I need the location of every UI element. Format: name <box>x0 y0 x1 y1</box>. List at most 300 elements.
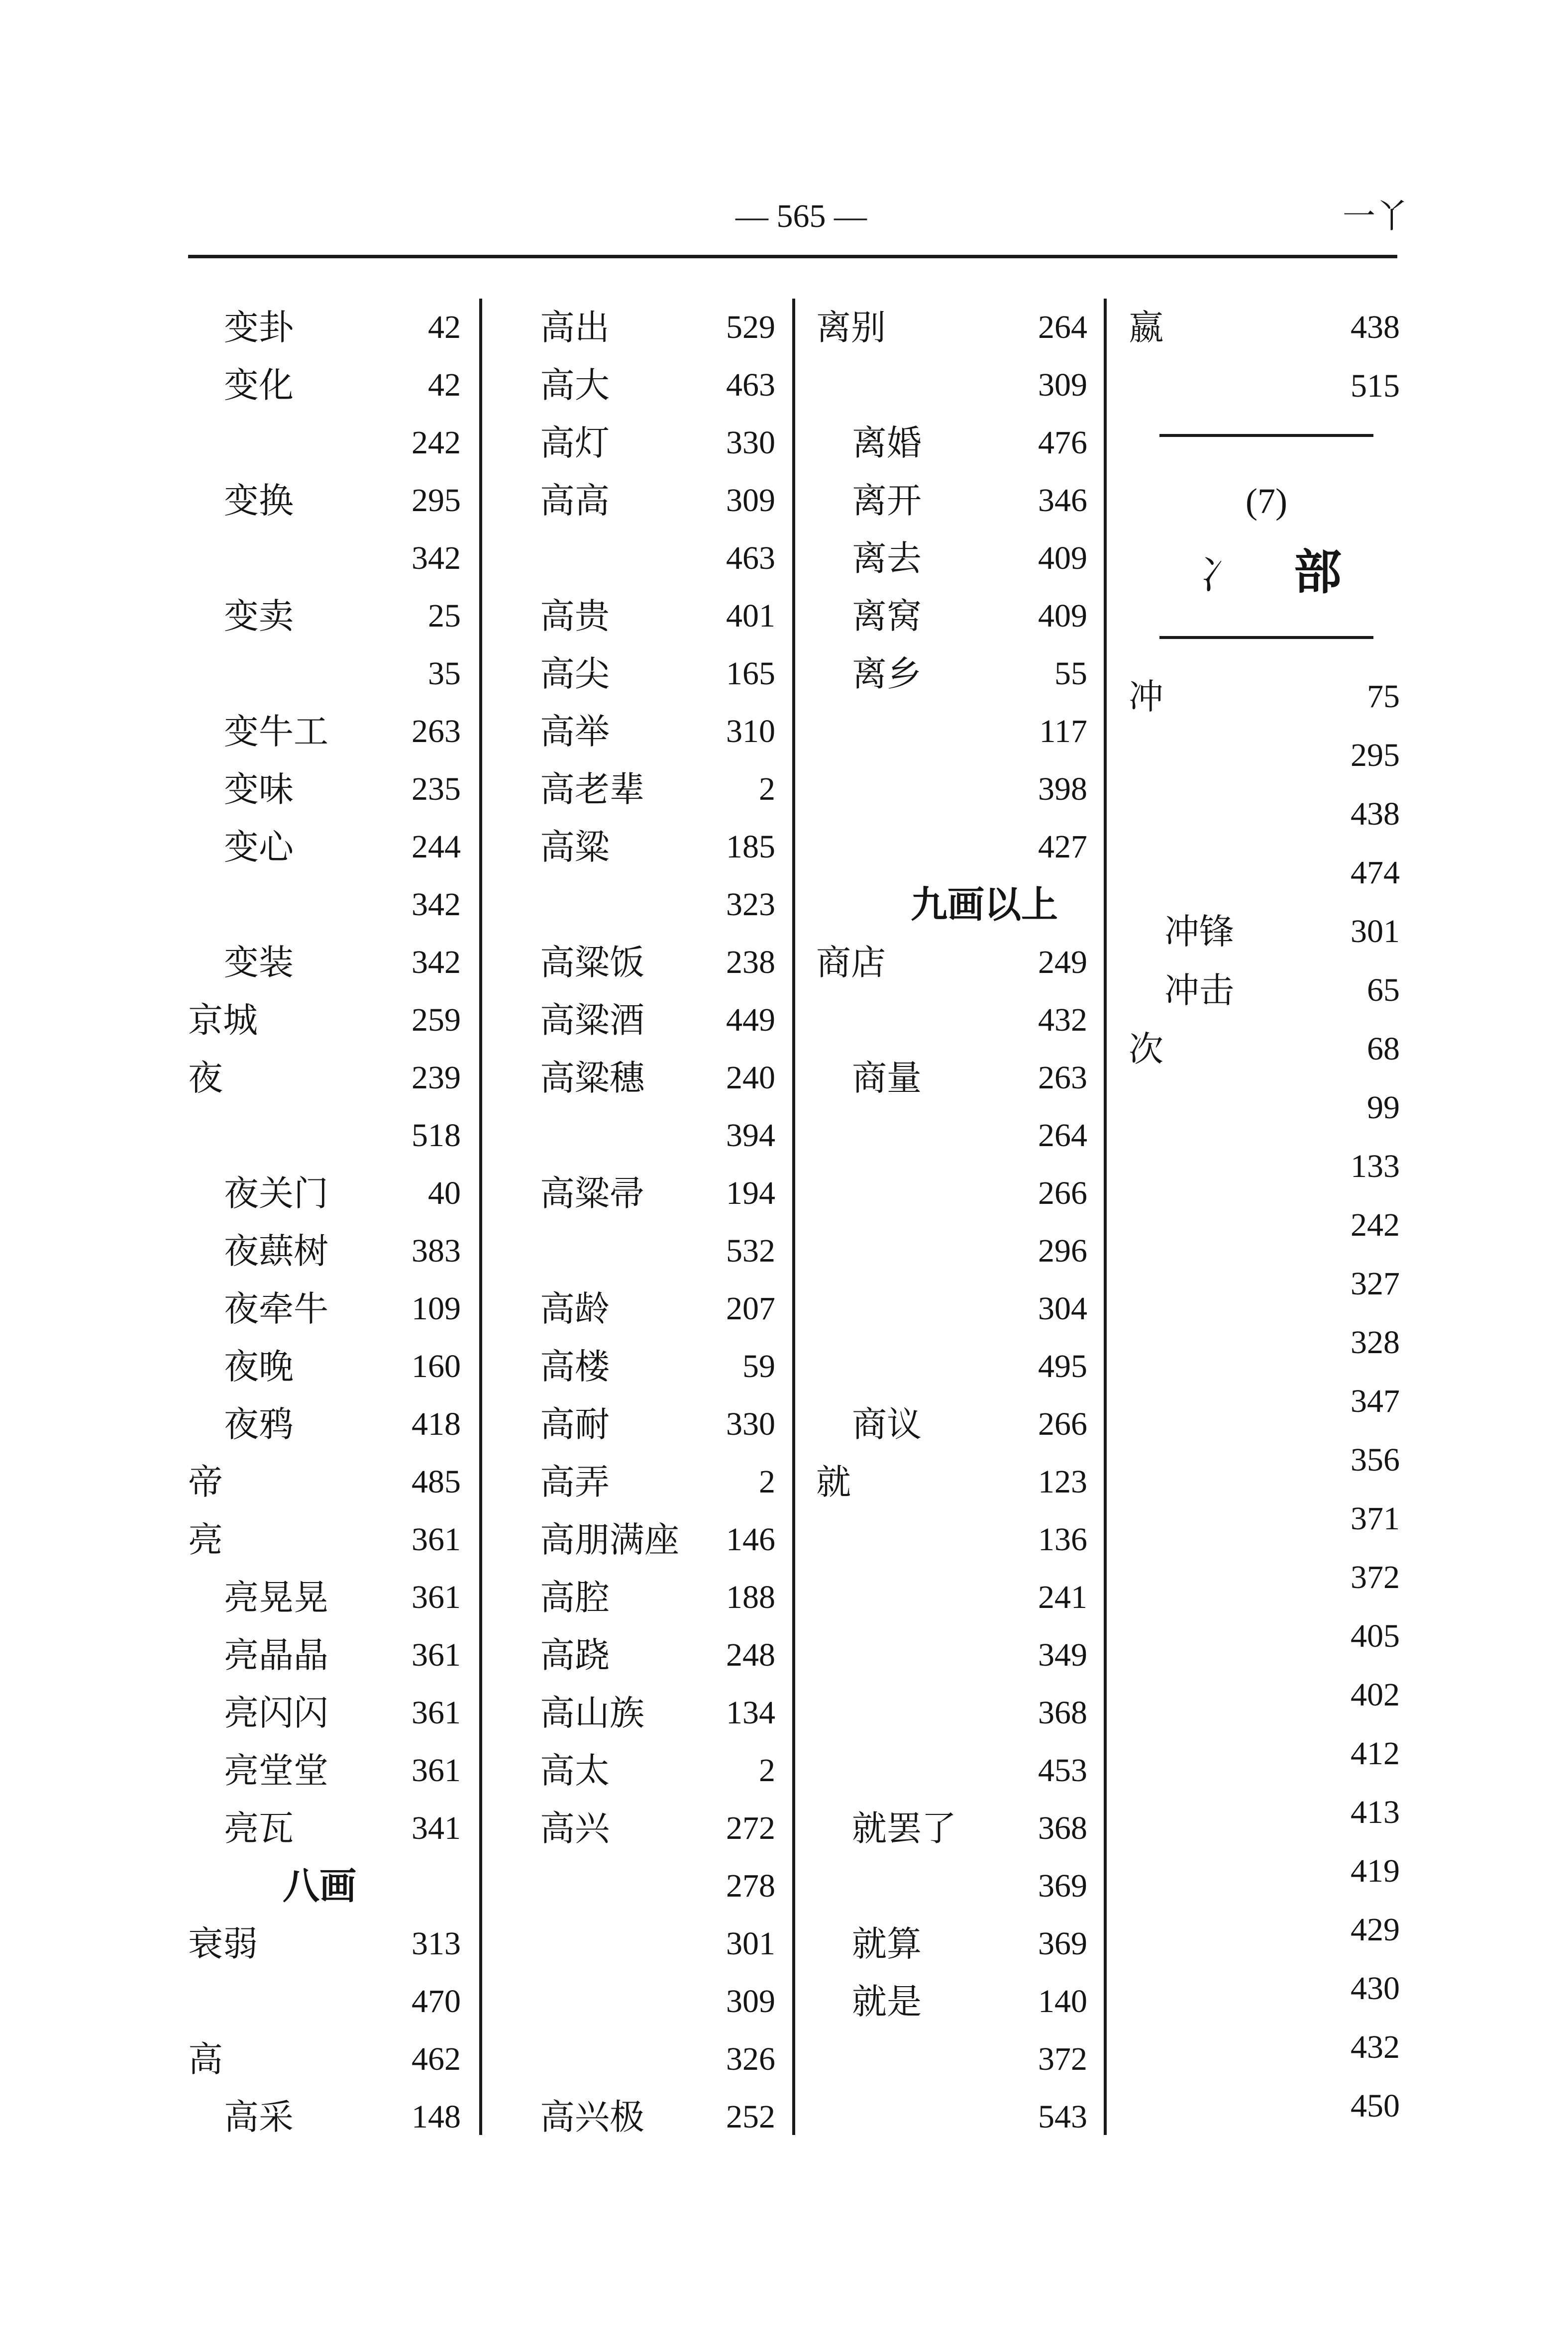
entry-term: 夜关门 <box>224 1173 328 1214</box>
index-entry <box>1129 1431 1400 1490</box>
index-entry <box>540 1684 775 1742</box>
radical-label: 部 <box>1294 544 1342 600</box>
index-entry <box>188 1107 461 1165</box>
entry-term: 高朋满座 <box>540 1519 679 1560</box>
index-entry <box>188 1395 461 1453</box>
entry-term: 冲击 <box>1164 970 1234 1011</box>
entry-page-number: 301 <box>1351 913 1400 950</box>
index-entry <box>816 299 1087 356</box>
entry-page-number: 59 <box>742 1348 775 1384</box>
entry-page-number: 165 <box>726 655 775 692</box>
entry-term: 高粱 <box>540 827 610 867</box>
entry-page-number: 259 <box>412 1002 461 1038</box>
index-entry <box>540 1973 775 2030</box>
entry-page-number: 264 <box>1038 1117 1087 1154</box>
entry-term: 离婚 <box>852 423 922 463</box>
entry-page-number: 185 <box>726 829 775 865</box>
entry-page-number: 453 <box>1038 1752 1087 1789</box>
entry-page-number: 117 <box>1039 713 1087 749</box>
index-entry <box>188 818 461 876</box>
entry-page-number: 409 <box>1038 598 1087 634</box>
entry-term: 高兴 <box>540 1808 610 1849</box>
entry-term: 嬴 <box>1129 307 1163 348</box>
entry-term: 亮晃晃 <box>224 1577 328 1618</box>
index-entry <box>540 530 775 587</box>
index-entry <box>188 1049 461 1107</box>
index-entry <box>540 1626 775 1684</box>
index-entry <box>540 587 775 645</box>
entry-page-number: 65 <box>1367 972 1400 1008</box>
entry-term: 高腔 <box>540 1577 610 1618</box>
entry-page-number: 109 <box>412 1290 461 1327</box>
column-divider <box>1104 299 1107 2135</box>
index-entry <box>1129 1784 1400 1842</box>
index-column-2 <box>540 299 775 2146</box>
index-entry <box>1129 1901 1400 1960</box>
index-entry <box>540 2030 775 2088</box>
entry-page-number: 342 <box>412 944 461 980</box>
entry-page-number: 438 <box>1351 309 1400 345</box>
index-entry <box>1129 2019 1400 2077</box>
entry-page-number: 242 <box>1351 1207 1400 1243</box>
entry-page-number: 304 <box>1038 1290 1087 1327</box>
index-entry <box>816 472 1087 530</box>
index-entry <box>188 703 461 760</box>
column-divider <box>792 299 795 2135</box>
index-entry <box>188 2030 461 2088</box>
index-entry <box>816 760 1087 818</box>
entry-page-number: 463 <box>726 367 775 403</box>
index-entry <box>816 2088 1087 2146</box>
entry-page-number: 2 <box>759 771 775 807</box>
entry-term: 高龄 <box>540 1288 610 1329</box>
entry-term: 离乡 <box>852 653 922 694</box>
entry-term: 高粱帚 <box>540 1173 644 1214</box>
index-entry <box>816 1973 1087 2030</box>
index-entry <box>816 818 1087 876</box>
index-entry <box>1129 961 1400 1020</box>
entry-page-number: 347 <box>1351 1383 1400 1419</box>
entry-term: 高耐 <box>540 1404 610 1445</box>
entry-page-number: 133 <box>1351 1148 1400 1184</box>
entry-term: 亮堂堂 <box>224 1750 328 1791</box>
entry-page-number: 188 <box>726 1579 775 1615</box>
entry-page-number: 309 <box>1038 367 1087 403</box>
entry-term: 高粱饭 <box>540 942 644 983</box>
entry-term: 商量 <box>852 1058 922 1098</box>
entry-page-number: 249 <box>1038 944 1087 980</box>
entry-page-number: 532 <box>726 1233 775 1269</box>
entry-page-number: 75 <box>1367 678 1400 715</box>
index-entry <box>816 1857 1087 1915</box>
entry-page-number: 361 <box>412 1521 461 1558</box>
index-entry <box>540 1511 775 1569</box>
entry-term: 夜晚 <box>224 1346 294 1387</box>
entry-page-number: 342 <box>412 886 461 923</box>
entry-page-number: 266 <box>1038 1406 1087 1442</box>
entry-page-number: 42 <box>428 367 461 403</box>
entry-page-number: 462 <box>412 2041 461 2077</box>
index-entry <box>1129 299 1400 357</box>
index-entry <box>540 1742 775 1800</box>
entry-term: 高老辈 <box>540 769 644 810</box>
index-entry <box>188 1915 461 1973</box>
entry-page-number: 42 <box>428 309 461 345</box>
index-entry <box>1129 1842 1400 1901</box>
entry-page-number: 450 <box>1351 2088 1400 2124</box>
entry-term: 就 <box>816 1462 851 1502</box>
entry-page-number: 160 <box>412 1348 461 1384</box>
index-entry <box>540 299 775 356</box>
entry-term: 高楼 <box>540 1346 610 1387</box>
entry-page-number: 430 <box>1351 1970 1400 2007</box>
index-entry <box>816 1395 1087 1453</box>
entry-page-number: 301 <box>726 1925 775 1962</box>
entry-page-number: 427 <box>1038 829 1087 865</box>
index-entry <box>188 2088 461 2146</box>
index-entry <box>540 472 775 530</box>
entry-term: 高举 <box>540 711 610 752</box>
entry-term: 高 <box>188 2039 223 2080</box>
entry-page-number: 476 <box>1038 425 1087 461</box>
index-entry <box>540 1800 775 1857</box>
entry-term: 帝 <box>188 1462 223 1502</box>
entry-term: 变味 <box>224 769 294 810</box>
entry-term: 高大 <box>540 365 610 406</box>
index-entry <box>816 414 1087 472</box>
index-entry <box>540 760 775 818</box>
index-entry <box>816 1915 1087 1973</box>
entry-page-number: 342 <box>412 540 461 576</box>
entry-page-number: 328 <box>1351 1324 1400 1361</box>
entry-page-number: 140 <box>1038 1983 1087 2020</box>
entry-page-number: 136 <box>1038 1521 1087 1558</box>
entry-page-number: 518 <box>412 1117 461 1154</box>
entry-term: 就是 <box>852 1981 922 2022</box>
index-entry <box>540 703 775 760</box>
index-entry <box>816 1569 1087 1626</box>
index-entry <box>540 991 775 1049</box>
entry-page-number: 349 <box>1038 1637 1087 1673</box>
index-entry <box>816 1049 1087 1107</box>
index-entry <box>188 1511 461 1569</box>
entry-page-number: 495 <box>1038 1348 1087 1384</box>
index-entry <box>1129 1725 1400 1784</box>
index-column-1 <box>188 299 461 2146</box>
index-entry <box>188 1222 461 1280</box>
entry-page-number: 485 <box>412 1464 461 1500</box>
entry-page-number: 194 <box>726 1175 775 1211</box>
index-entry <box>816 1511 1087 1569</box>
index-entry <box>540 356 775 414</box>
entry-page-number: 266 <box>1038 1175 1087 1211</box>
entry-page-number: 295 <box>1351 737 1400 773</box>
index-entry <box>816 1626 1087 1684</box>
entry-page-number: 356 <box>1351 1442 1400 1478</box>
index-entry <box>188 934 461 991</box>
entry-page-number: 310 <box>726 713 775 749</box>
entry-page-number: 413 <box>1351 1794 1400 1830</box>
entry-term: 高出 <box>540 307 610 348</box>
entry-term: 变装 <box>224 942 294 983</box>
entry-page-number: 2 <box>759 1464 775 1500</box>
entry-page-number: 252 <box>726 2099 775 2135</box>
entry-page-number: 40 <box>428 1175 461 1211</box>
entry-term: 商店 <box>816 942 886 983</box>
entry-page-number: 463 <box>726 540 775 576</box>
index-entry <box>188 1569 461 1626</box>
index-entry <box>816 991 1087 1049</box>
index-entry <box>188 1684 461 1742</box>
radical-heading <box>1199 537 1342 610</box>
entry-page-number: 264 <box>1038 309 1087 345</box>
index-entry <box>188 1280 461 1338</box>
entry-term: 高山族 <box>540 1693 644 1733</box>
section-heading-row <box>816 876 1087 934</box>
index-entry <box>816 356 1087 414</box>
index-entry <box>188 1626 461 1684</box>
index-entry <box>1129 1490 1400 1549</box>
entry-page-number: 372 <box>1038 2041 1087 2077</box>
index-entry <box>1129 1373 1400 1431</box>
index-entry <box>540 1395 775 1453</box>
entry-term: 京城 <box>188 1000 258 1041</box>
index-entry <box>1129 1607 1400 1666</box>
index-entry <box>540 1280 775 1338</box>
entry-term: 变心 <box>224 827 294 867</box>
index-entry <box>540 414 775 472</box>
entry-term: 高灯 <box>540 423 610 463</box>
entry-page-number: 529 <box>726 309 775 345</box>
index-entry <box>540 934 775 991</box>
entry-page-number: 99 <box>1367 1089 1400 1126</box>
index-entry <box>540 1222 775 1280</box>
index-entry <box>1129 903 1400 961</box>
column-divider <box>479 299 482 2135</box>
index-entry <box>816 587 1087 645</box>
index-entry <box>540 876 775 934</box>
entry-term: 夜鸦 <box>224 1404 294 1445</box>
entry-term: 冲 <box>1129 676 1163 717</box>
index-entry <box>1129 1666 1400 1725</box>
entry-page-number: 55 <box>1054 655 1087 692</box>
index-column-4-top <box>1129 299 1400 416</box>
entry-page-number: 148 <box>412 2099 461 2135</box>
entry-page-number: 368 <box>1038 1810 1087 1846</box>
entry-term: 变卖 <box>224 596 294 637</box>
entry-page-number: 372 <box>1351 1559 1400 1596</box>
index-entry <box>816 1453 1087 1511</box>
index-entry <box>816 1107 1087 1165</box>
index-entry <box>188 299 461 356</box>
entry-term: 高贵 <box>540 596 610 637</box>
entry-term: 高弄 <box>540 1462 610 1502</box>
index-column-3 <box>816 299 1087 2146</box>
index-entry <box>188 530 461 587</box>
entry-page-number: 474 <box>1351 854 1400 891</box>
entry-term: 变换 <box>224 480 294 521</box>
entry-term: 高粱酒 <box>540 1000 644 1041</box>
entry-page-number: 419 <box>1351 1853 1400 1889</box>
entry-term: 夜 <box>188 1058 223 1098</box>
entry-page-number: 438 <box>1351 796 1400 832</box>
index-entry <box>1129 1138 1400 1196</box>
entry-term: 亮瓦 <box>224 1808 294 1849</box>
index-entry <box>540 1453 775 1511</box>
index-entry <box>1129 785 1400 844</box>
entry-page-number: 412 <box>1351 1735 1400 1772</box>
entry-page-number: 326 <box>726 2041 775 2077</box>
index-entry <box>1129 1960 1400 2019</box>
section-heading-row <box>188 1857 461 1915</box>
entry-term: 离开 <box>852 480 922 521</box>
entry-page-number: 240 <box>726 1060 775 1096</box>
index-entry <box>816 1165 1087 1222</box>
index-entry <box>188 1800 461 1857</box>
index-entry <box>188 1742 461 1800</box>
entry-page-number: 361 <box>412 1752 461 1789</box>
index-entry <box>816 703 1087 760</box>
index-entry <box>188 1338 461 1395</box>
index-column-4-bottom <box>1129 668 1400 2136</box>
entry-term: 离去 <box>852 538 922 579</box>
index-entry <box>1129 1196 1400 1255</box>
index-entry <box>540 818 775 876</box>
entry-page-number: 418 <box>412 1406 461 1442</box>
entry-page-number: 35 <box>428 655 461 692</box>
entry-page-number: 123 <box>1038 1464 1087 1500</box>
entry-term: 次 <box>1129 1029 1163 1069</box>
entry-term: 高兴极 <box>540 2097 644 2137</box>
index-entry <box>816 645 1087 703</box>
entry-term: 高尖 <box>540 653 610 694</box>
index-entry <box>188 1453 461 1511</box>
entry-page-number: 238 <box>726 944 775 980</box>
index-entry <box>1129 844 1400 903</box>
index-entry <box>540 1857 775 1915</box>
entry-term: 高太 <box>540 1750 610 1791</box>
index-entry <box>1129 357 1400 416</box>
index-entry <box>540 1107 775 1165</box>
entry-page-number: 313 <box>412 1925 461 1962</box>
entry-page-number: 341 <box>412 1810 461 1846</box>
entry-page-number: 369 <box>1038 1925 1087 1962</box>
entry-page-number: 309 <box>726 1983 775 2020</box>
radical-rule-bottom <box>1159 636 1373 639</box>
stroke-count-heading: 八画 <box>283 1865 356 1908</box>
entry-page-number: 263 <box>1038 1060 1087 1096</box>
entry-term: 夜蕻树 <box>224 1231 328 1272</box>
radical-rule-top <box>1159 434 1373 437</box>
entry-term: 商议 <box>852 1404 922 1445</box>
index-entry <box>540 1165 775 1222</box>
entry-page-number: 134 <box>726 1695 775 1731</box>
index-entry <box>1129 1020 1400 1079</box>
entry-term: 夜牵牛 <box>224 1288 328 1329</box>
page-number: — 565 — <box>735 198 867 234</box>
index-entry <box>188 587 461 645</box>
index-entry <box>540 2088 775 2146</box>
entry-term: 变化 <box>224 365 294 406</box>
entry-page-number: 248 <box>726 1637 775 1673</box>
entry-term: 就算 <box>852 1923 922 1964</box>
entry-term: 亮闪闪 <box>224 1693 328 1733</box>
entry-term: 高高 <box>540 480 610 521</box>
index-entry <box>540 1049 775 1107</box>
running-head-mark: 一丫 <box>1343 197 1408 235</box>
index-entry <box>540 1915 775 1973</box>
entry-term: 就罢了 <box>852 1808 956 1849</box>
entry-term: 变牛工 <box>224 711 328 752</box>
index-entry <box>188 414 461 472</box>
entry-page-number: 361 <box>412 1579 461 1615</box>
radical-symbol: 冫 <box>1199 552 1239 598</box>
entry-page-number: 515 <box>1351 368 1400 404</box>
entry-term: 变卦 <box>224 307 294 348</box>
index-entry <box>540 645 775 703</box>
index-entry <box>816 1338 1087 1395</box>
radical-number: (7) <box>1246 481 1287 521</box>
entry-page-number: 296 <box>1038 1233 1087 1269</box>
entry-page-number: 361 <box>412 1695 461 1731</box>
entry-page-number: 330 <box>726 1406 775 1442</box>
entry-page-number: 2 <box>759 1752 775 1789</box>
entry-page-number: 239 <box>412 1060 461 1096</box>
entry-page-number: 327 <box>1351 1266 1400 1302</box>
entry-term: 高采 <box>224 2097 294 2137</box>
entry-page-number: 371 <box>1351 1500 1400 1537</box>
entry-page-number: 272 <box>726 1810 775 1846</box>
index-entry <box>1129 2077 1400 2136</box>
entry-page-number: 309 <box>726 482 775 519</box>
entry-page-number: 402 <box>1351 1677 1400 1713</box>
entry-term: 离别 <box>816 307 886 348</box>
entry-page-number: 470 <box>412 1983 461 2020</box>
entry-page-number: 394 <box>726 1117 775 1154</box>
index-entry <box>540 1338 775 1395</box>
entry-term: 离窝 <box>852 596 922 637</box>
entry-page-number: 398 <box>1038 771 1087 807</box>
index-entry <box>816 1800 1087 1857</box>
entry-page-number: 383 <box>412 1233 461 1269</box>
index-entry <box>816 1742 1087 1800</box>
entry-page-number: 242 <box>412 425 461 461</box>
index-entry <box>1129 1079 1400 1138</box>
entry-page-number: 369 <box>1038 1868 1087 1904</box>
index-entry <box>816 934 1087 991</box>
index-entry <box>188 1973 461 2030</box>
entry-page-number: 409 <box>1038 540 1087 576</box>
entry-page-number: 207 <box>726 1290 775 1327</box>
index-entry <box>188 876 461 934</box>
entry-page-number: 401 <box>726 598 775 634</box>
index-entry <box>816 530 1087 587</box>
entry-term: 高跷 <box>540 1635 610 1676</box>
index-entry <box>188 645 461 703</box>
entry-term: 衰弱 <box>188 1923 258 1964</box>
entry-page-number: 361 <box>412 1637 461 1673</box>
entry-page-number: 263 <box>412 713 461 749</box>
entry-page-number: 432 <box>1038 1002 1087 1038</box>
entry-page-number: 543 <box>1038 2099 1087 2135</box>
entry-page-number: 368 <box>1038 1695 1087 1731</box>
entry-term: 亮 <box>188 1519 223 1560</box>
entry-term: 高粱穗 <box>540 1058 644 1098</box>
entry-page-number: 278 <box>726 1868 775 1904</box>
entry-page-number: 323 <box>726 886 775 923</box>
entry-page-number: 330 <box>726 425 775 461</box>
index-entry <box>1129 727 1400 785</box>
